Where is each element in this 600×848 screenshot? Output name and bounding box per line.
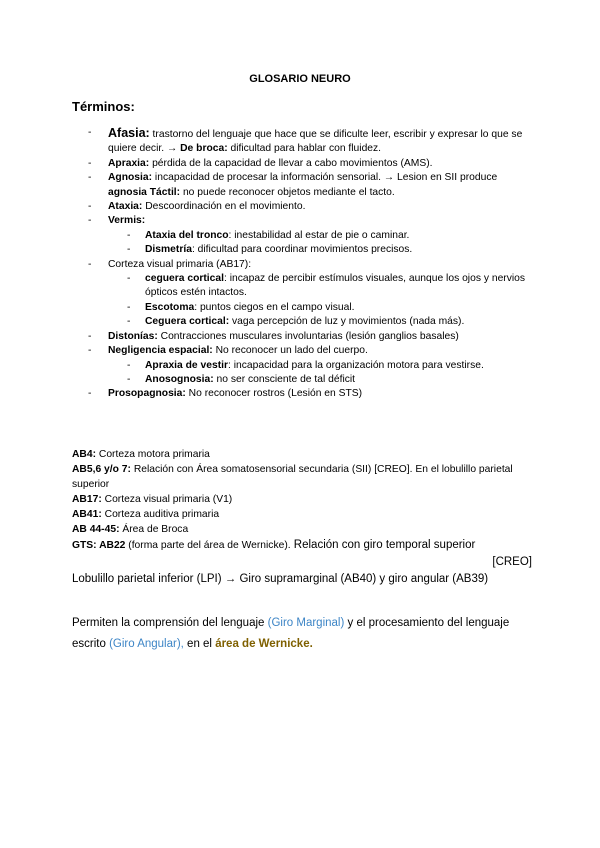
area-desc: Relación con Área somatosensorial secundaria (SII) [CREO]. En el lobulillo parietal superior (72, 464, 513, 490)
bullet-dash: - (88, 215, 92, 227)
page-title: GLOSARIO NEURO (249, 73, 351, 85)
giro-marginal: (Giro Marginal) (267, 617, 345, 629)
bullet-dash: - (88, 172, 92, 184)
paragraph-text: en el (183, 638, 216, 650)
term-desc: trastorno del lenguaje que hace que se dificulte leer, escribir y expresar lo que se quiere decir. → (108, 129, 523, 155)
bullet-dash: - (88, 345, 92, 357)
bullet-dash: - (88, 258, 92, 270)
term-desc: : puntos ciegos en el campo visual. (194, 301, 355, 313)
term-desc: no ser consciente de tal déficit (213, 373, 356, 385)
term-desc: : dificultad para coordinar movimientos precisos. (191, 244, 413, 256)
area-line (72, 507, 532, 522)
area-label: AB5,6 y/o 7: (72, 464, 131, 475)
list-item (88, 387, 528, 401)
term-label: Afasia: (108, 126, 150, 140)
term-label: Apraxia: (108, 157, 150, 169)
term-label: De broca: (180, 143, 228, 155)
term-desc: pérdida de la capacidad de llevar a cabo movimientos (AMS). (149, 157, 433, 169)
term-label: Ataxia: (108, 201, 143, 213)
term-desc: No reconocer rostros (Lesión en STS) (185, 388, 363, 400)
lobulillo-line: Lobulillo parietal inferior (LPI) → Giro supramarginal (AB40) y giro angular (AB39) (72, 573, 489, 585)
area-label: AB17: (72, 494, 102, 505)
term-desc: incapacidad de procesar la información sensorial. → Lesion en SII produce (152, 172, 498, 184)
brodmann-areas (72, 447, 532, 588)
term-label: Apraxia de vestir (145, 359, 228, 371)
term-label: Ataxia del tronco (145, 229, 229, 241)
sub-list-item (88, 359, 528, 373)
list-item (88, 171, 528, 200)
term-label: Escotoma (145, 301, 195, 313)
bullet-dash: - (127, 229, 131, 241)
term-desc: : inestabilidad al estar de pie o caminar. (228, 229, 410, 241)
area-line (72, 462, 532, 492)
term-desc: Contracciones musculares involuntarias (lesión ganglios basales) (157, 330, 459, 342)
paragraph-text: y el procesamiento del lenguaje escrito (72, 617, 510, 650)
term-label: Vermis: (108, 215, 146, 227)
term-label: agnosia Táctil: (108, 186, 181, 198)
sub-list-item (88, 243, 528, 257)
area-desc: Relación con giro temporal superior (290, 539, 476, 551)
term-label: Ceguera cortical: (145, 316, 230, 328)
bullet-dash: - (88, 388, 92, 400)
term-desc: no puede reconocer objetos mediante el tacto. (180, 186, 395, 198)
terms-list (88, 126, 528, 402)
area-desc: Corteza visual primaria (V1) (101, 494, 233, 505)
area-line (72, 522, 532, 537)
giro-angular: (Giro Angular), (109, 638, 184, 650)
paragraph-text: Permiten la comprensión del lenguaje (72, 617, 268, 629)
sub-list-item (88, 315, 528, 329)
list-item (88, 344, 528, 358)
term-desc: : incapacidad para la organización motora para vestirse. (228, 359, 484, 371)
area-label: AB41: (72, 509, 102, 520)
area-desc: Área de Broca (119, 524, 189, 535)
bullet-dash: - (88, 157, 92, 169)
area-line (72, 447, 532, 462)
term-label: ceguera cortical (145, 273, 224, 285)
area-label: AB 44-45: (72, 524, 120, 535)
term-label: Negligencia espacial: (108, 345, 213, 357)
term-label: Distonías: (108, 330, 158, 342)
area-desc: Corteza motora primaria (96, 449, 210, 460)
creo-note: [CREO] (492, 556, 532, 568)
term-desc: : incapaz de percibir estímulos visuales, aunque los ojos y nervios ópticos estén intactos. (145, 273, 526, 299)
sub-list-item (88, 272, 528, 301)
bullet-dash: - (88, 201, 92, 213)
bullet-dash: - (127, 273, 131, 285)
term-desc: dificultad para hablar con fluidez. (227, 143, 382, 155)
term-desc: No reconocer un lado del cuerpo. (212, 345, 368, 357)
area-desc: Corteza auditiva primaria (101, 509, 220, 520)
list-item (88, 200, 528, 214)
bullet-dash: - (127, 373, 131, 385)
bullet-dash: - (127, 244, 131, 256)
list-item (88, 258, 528, 272)
bullet-dash: - (88, 127, 92, 138)
bullet-dash: - (127, 359, 131, 371)
sub-list-item (88, 373, 528, 387)
list-item (88, 330, 528, 344)
bullet-dash: - (127, 301, 131, 313)
list-item (88, 126, 528, 157)
list-item (88, 157, 528, 171)
area-label: AB4: (72, 449, 97, 460)
list-item (88, 214, 528, 228)
term-label: Dismetría (145, 244, 192, 256)
bullet-dash: - (88, 330, 92, 342)
area-line (72, 492, 532, 507)
term-label: Prosopagnosia: (108, 388, 186, 400)
area-desc: (forma parte del área de Wernicke). (125, 540, 291, 551)
terms-heading: Términos: (72, 99, 135, 114)
wernicke-paragraph (72, 613, 542, 655)
area-wernicke: área de Wernicke. (215, 638, 313, 650)
sub-list-item (88, 229, 528, 243)
area-label: GTS: AB22 (72, 540, 126, 551)
term-desc: Descoordinación en el movimiento. (142, 201, 306, 213)
term-label: Agnosia: (108, 172, 153, 184)
term-desc: Corteza visual primaria (AB17): (108, 258, 252, 270)
sub-list-item (88, 301, 528, 315)
bullet-dash: - (127, 316, 131, 328)
term-desc: vaga percepción de luz y movimientos (nada más). (229, 316, 465, 328)
term-label: Anosognosia: (145, 373, 214, 385)
area-line (72, 537, 532, 554)
